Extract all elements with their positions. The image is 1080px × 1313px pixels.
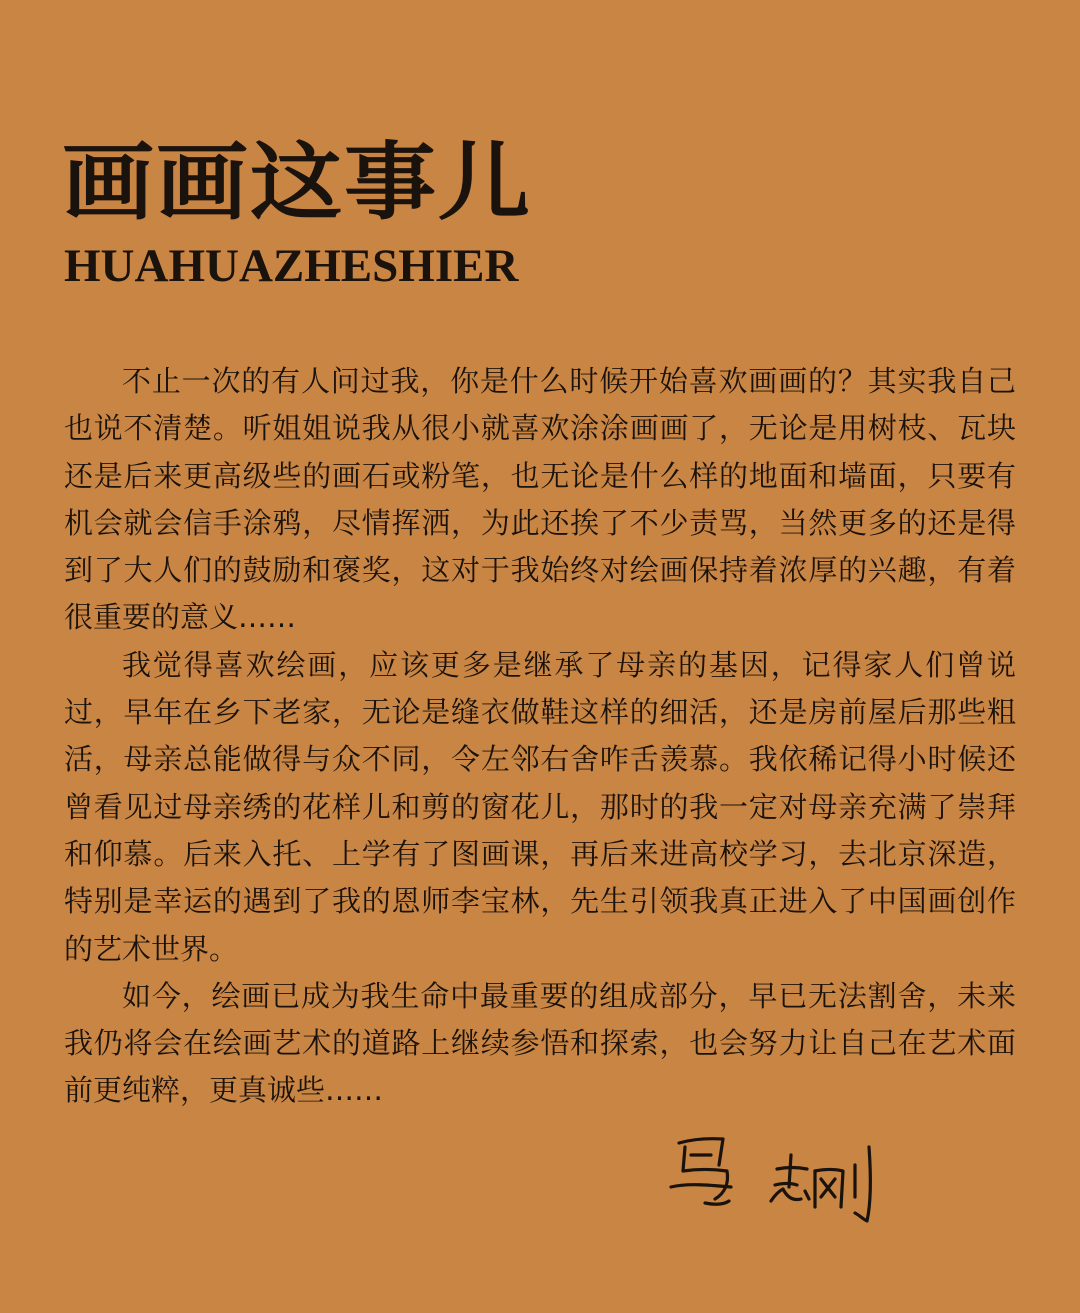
handwritten-signature (665, 1125, 895, 1225)
paragraph-1: 不止一次的有人问过我，你是什么时候开始喜欢画画的？其实我自己也说不清楚。听姐姐说我从很小就喜欢涂涂画画了，无论是用树枝、瓦块还是后来更高级些的画石或粉笔，也无论是什么样的地面和墙面，只要有机会就会信手涂鸦，尽情挥洒，为此还挨了不少责骂，当然更多的还是得到了大人们的鼓励和褒奖，这对于我始终对绘画保持着浓厚的兴趣，有着很重要的意义…… (64, 364, 1016, 635)
paragraph-3: 如今，绘画已成为我生命中最重要的组成部分，早已无法割舍，未来我仍将会在绘画艺术的道路上继续参悟和探索，也会努力让自己在艺术面前更纯粹，更真诚些…… (64, 978, 1016, 1108)
page-subtitle: HUAHUAZHESHIER (64, 240, 519, 292)
page-title: 画画这事儿 (62, 132, 533, 232)
signature-icon (665, 1125, 895, 1225)
article-body (64, 358, 1016, 1115)
paragraph-2: 我觉得喜欢绘画，应该更多是继承了母亲的基因，记得家人们曾说过，早年在乡下老家，无论是缝衣做鞋这样的细活，还是房前屋后那些粗活，母亲总能做得与众不同，令左邻右舍咋舌羡慕。我依稀记得小时候还曾看见过母亲绣的花样儿和剪的窗花儿，那时的我一定对母亲充满了崇拜和仰慕。后来入托、上学有了图画课，再后来进高校学习，去北京深造，特别是幸运的遇到了我的恩师李宝林，先生引领我真正进入了中国画创作的艺术世界。 (64, 647, 1016, 966)
